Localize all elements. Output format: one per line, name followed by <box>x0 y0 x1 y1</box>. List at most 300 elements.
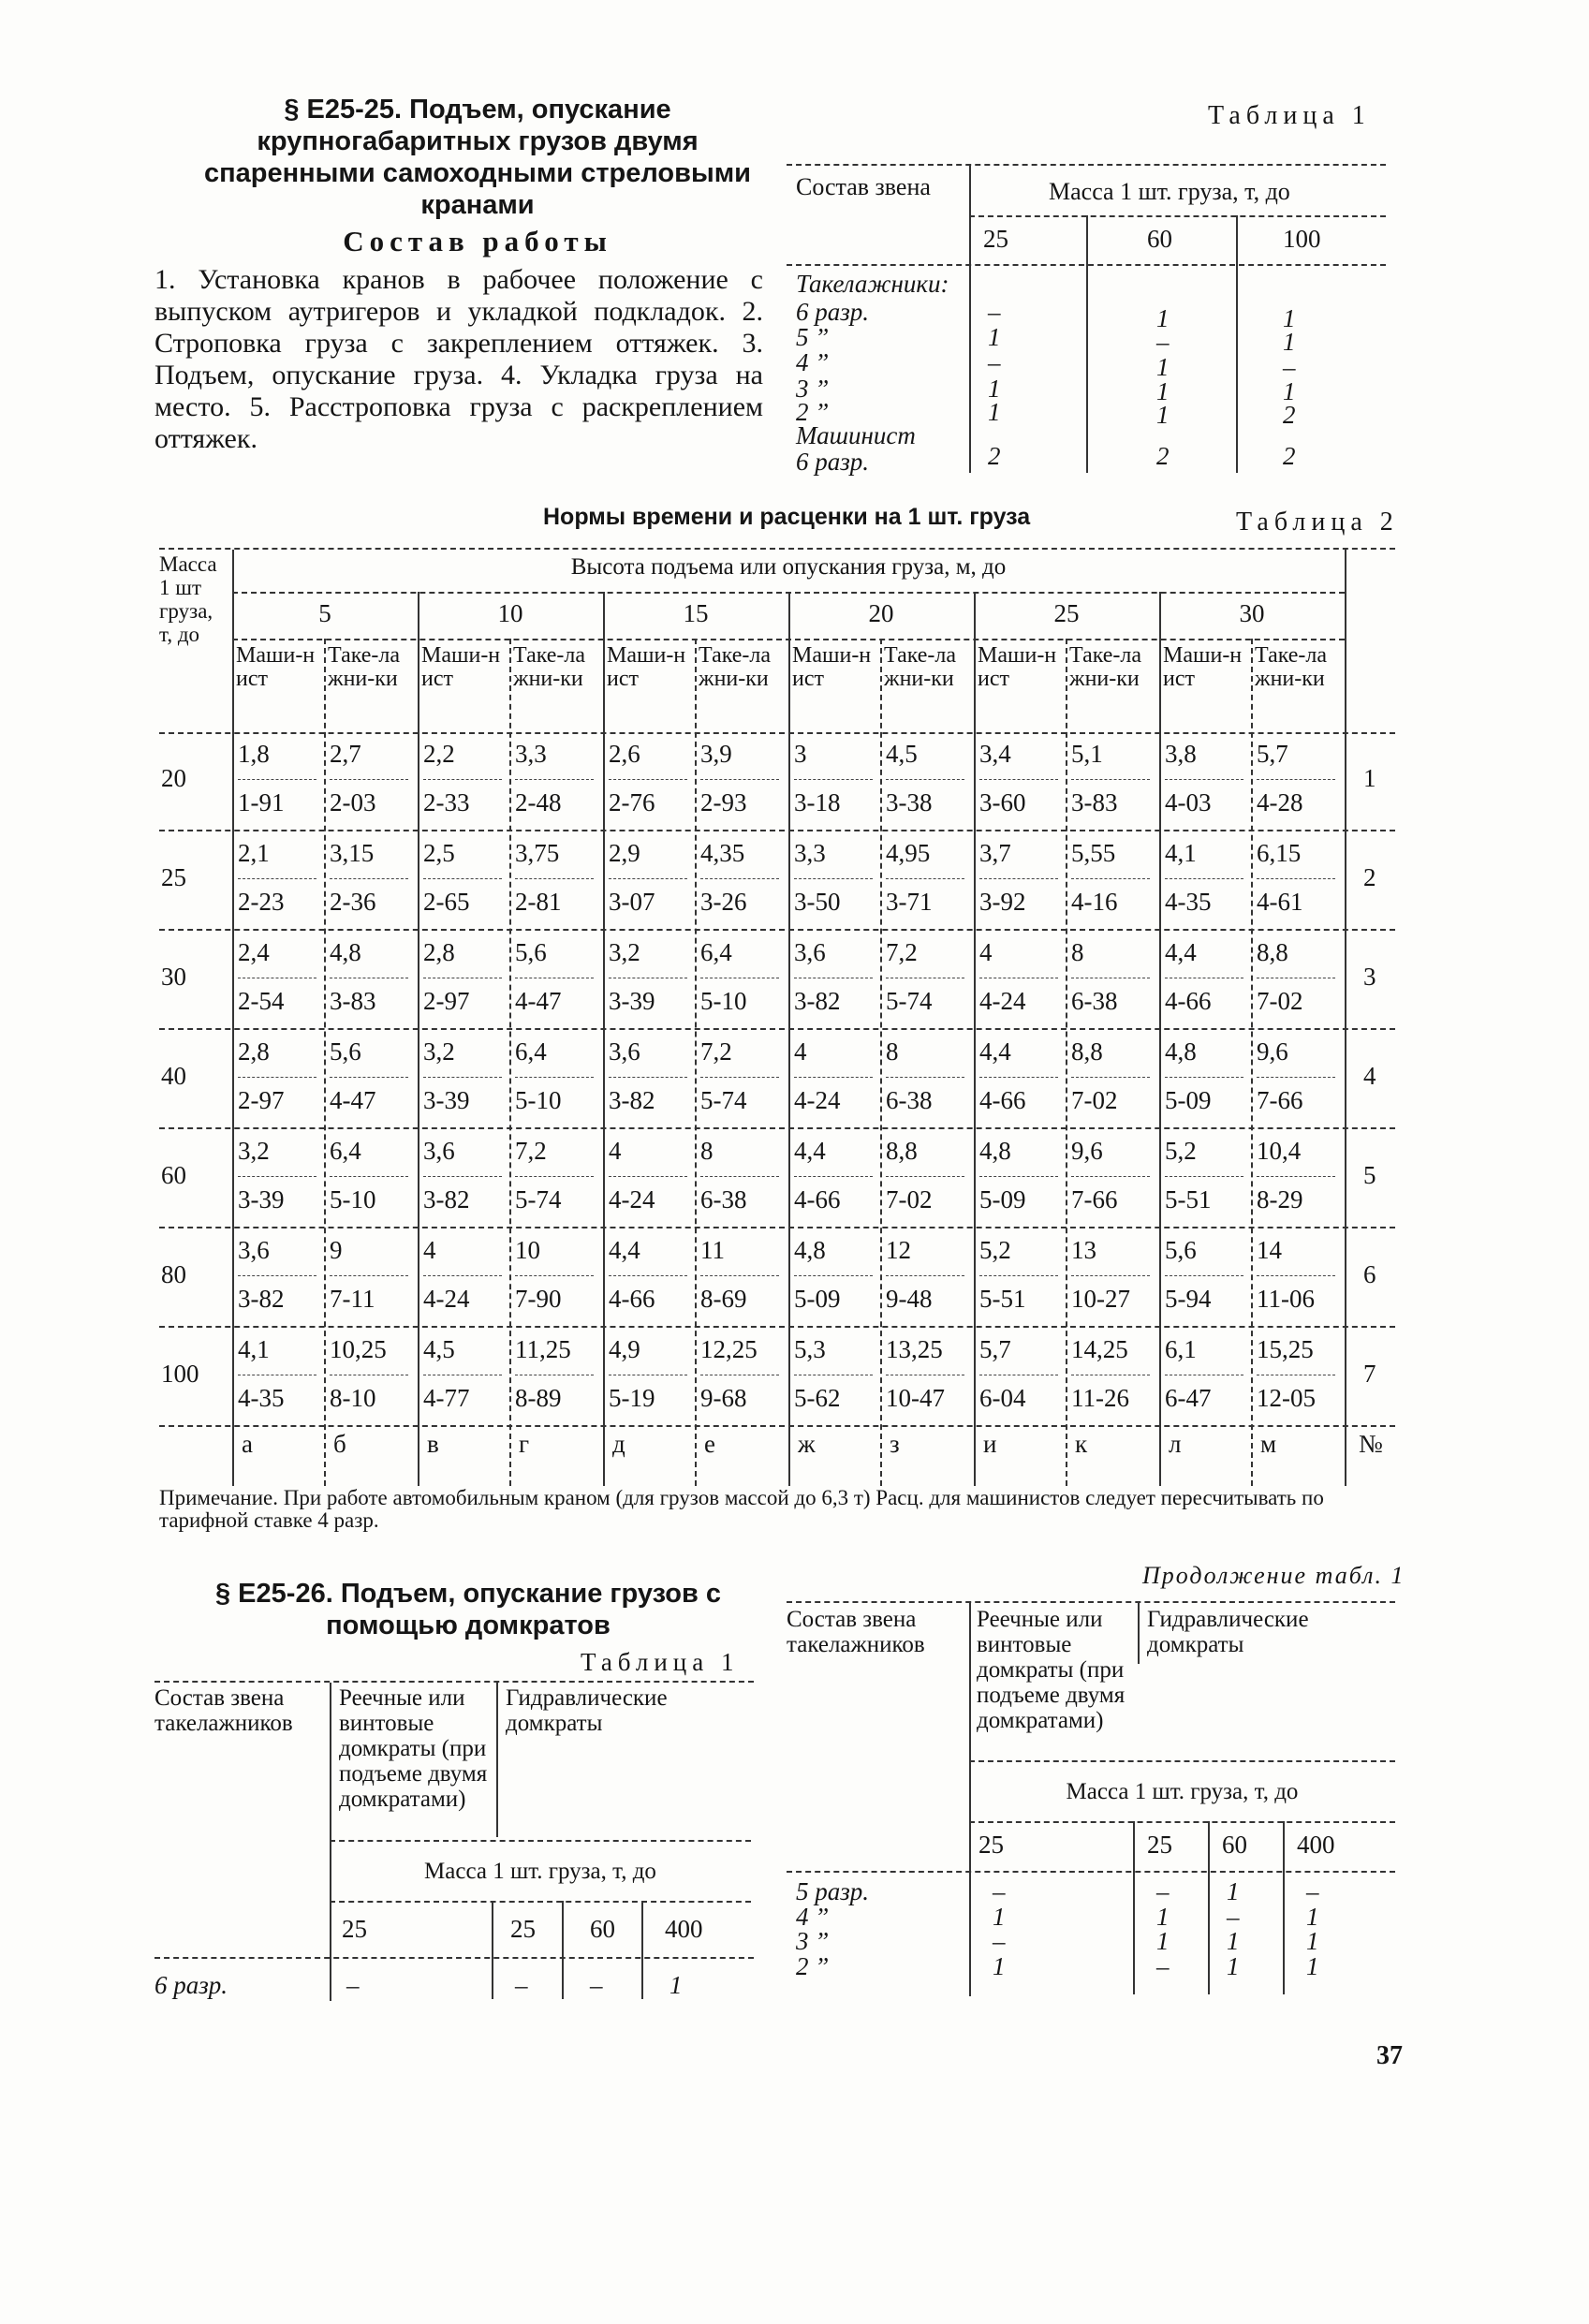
table2-fraction-bar <box>700 1176 779 1177</box>
table2-row-number: 2 <box>1363 863 1376 891</box>
table1-col-mass: Масса 1 шт. груза, т, до <box>1049 178 1290 205</box>
table2-rule <box>159 830 1395 831</box>
table2-rate: 7-11 <box>330 1285 375 1313</box>
table2-time-norm: 4,8 <box>1165 1037 1197 1066</box>
table2-column-letter: л <box>1169 1430 1182 1458</box>
table2-fraction-bar <box>609 1077 687 1078</box>
table2-rate: 4-47 <box>515 987 562 1015</box>
table2-fraction-bar <box>1165 1176 1243 1177</box>
cont-grade: 5 разр. <box>796 1877 870 1905</box>
table2-fraction-bar <box>1071 1275 1150 1276</box>
table2-time-norm: 5,2 <box>1165 1137 1197 1165</box>
table2-rate: 3-92 <box>979 888 1026 916</box>
table2-time-norm: 9,6 <box>1071 1137 1103 1165</box>
table2-time-norm: 5,55 <box>1071 839 1116 867</box>
table2-rule <box>1345 550 1346 1486</box>
table2-row-number: 1 <box>1363 764 1376 792</box>
table2-rule <box>232 639 1345 640</box>
table2-rate: 3-38 <box>886 788 933 816</box>
table2-rate: 4-35 <box>1165 888 1212 916</box>
table2-column-letter: д <box>612 1430 625 1458</box>
table1-grade: 4 ” <box>796 348 830 376</box>
table2-fraction-bar <box>423 1077 502 1078</box>
table1-value: 2 <box>988 442 1001 470</box>
table2-column-letter: в <box>427 1430 439 1458</box>
table2-time-norm: 8 <box>1071 938 1084 966</box>
table2-fraction-bar <box>423 1275 502 1276</box>
table2-rate: 2-36 <box>330 888 376 916</box>
table2-rate: 3-82 <box>609 1086 655 1114</box>
table2-rate: 2-48 <box>515 788 562 816</box>
table2-time-norm: 3,3 <box>794 839 826 867</box>
sec2-grade: 6 разр. <box>154 1971 228 1999</box>
cont-grade: 3 ” <box>796 1927 830 1955</box>
table2-time-norm: 4,5 <box>886 740 918 768</box>
table2-time-norm: 3 <box>794 740 807 768</box>
sec2-table-label: Таблица 1 <box>581 1648 740 1676</box>
sec2-mass: 25 <box>342 1915 367 1943</box>
cont-value: – <box>1306 1877 1319 1905</box>
table2-rate: 5-09 <box>794 1285 841 1313</box>
table2-fraction-bar <box>979 1077 1058 1078</box>
table2-rule <box>1159 592 1161 1486</box>
table2-column-letter: и <box>983 1430 997 1458</box>
table2-fraction-bar <box>238 779 316 780</box>
table2-mass: 20 <box>161 764 186 792</box>
table2-time-norm: 8,8 <box>886 1137 918 1165</box>
cont-value: 1 <box>1156 1903 1170 1931</box>
table2-fraction-bar <box>979 1275 1058 1276</box>
table2-rate: 4-66 <box>609 1285 655 1313</box>
table1-value: 1 <box>988 398 1001 426</box>
table2-time-norm: 4,1 <box>238 1335 270 1363</box>
table2-time-norm: 4,1 <box>1165 839 1197 867</box>
table2-rate: 2-97 <box>238 1086 285 1114</box>
table2-rule <box>159 1127 1395 1129</box>
table2-rate: 6-38 <box>1071 987 1118 1015</box>
table1-value: – <box>988 298 1001 326</box>
table2-column-letter: б <box>333 1430 346 1458</box>
table2-rate: 7-90 <box>515 1285 562 1313</box>
table2-time-norm: 4,4 <box>979 1037 1011 1066</box>
table1-grade: 6 разр. <box>796 298 870 326</box>
table1-value: – <box>1156 328 1170 356</box>
table2-subheader: Маши-нист <box>978 643 1057 691</box>
table2-rule <box>159 548 1395 550</box>
table2-time-norm: 13,25 <box>886 1335 943 1363</box>
table2-rate: 7-02 <box>1257 987 1303 1015</box>
table2-time-norm: 2,7 <box>330 740 361 768</box>
table2-column-letter: а <box>242 1430 253 1458</box>
table2-time-norm: 7,2 <box>886 938 918 966</box>
cont-value: 1 <box>993 1952 1006 1980</box>
table2-rate: 5-10 <box>515 1086 562 1114</box>
table2-rate: 5-09 <box>979 1185 1026 1213</box>
table2-rate: 2-03 <box>330 788 376 816</box>
table1-grade: 2 ” <box>796 398 830 426</box>
table2-rate: 2-76 <box>609 788 655 816</box>
table1-grade: 3 ” <box>796 375 830 403</box>
table1-value: 1 <box>1283 304 1296 332</box>
table2-fraction-bar <box>1071 878 1150 879</box>
table2-rule <box>1251 639 1253 1486</box>
table2-column-letter: е <box>704 1430 715 1458</box>
table2-fraction-bar <box>886 779 964 780</box>
table1-value: 1 <box>1283 328 1296 356</box>
table2-fraction-bar <box>330 1077 408 1078</box>
table2-rate: 4-35 <box>238 1384 285 1412</box>
section2-title: § Е25-26. Подъем, опускание грузов с помощью домкратов <box>215 1579 721 1640</box>
table2-rate: 5-10 <box>700 987 747 1015</box>
table2-rate: 5-09 <box>1165 1086 1212 1114</box>
table2-rate: 8-69 <box>700 1285 747 1313</box>
table2-rate: 3-82 <box>238 1285 285 1313</box>
table1-value: 1 <box>1283 377 1296 405</box>
table2-time-norm: 2,8 <box>423 938 455 966</box>
table2-fraction-bar <box>515 779 594 780</box>
table2-subheader: Таке-лажни-ки <box>513 643 586 691</box>
table2-time-norm: 7,2 <box>515 1137 547 1165</box>
table2-mass: 100 <box>161 1360 199 1388</box>
table2-rate: 8-89 <box>515 1384 562 1412</box>
table1-value: 1 <box>1156 401 1170 429</box>
table2-height: 25 <box>1053 599 1080 627</box>
table2-rate: 8-29 <box>1257 1185 1303 1213</box>
table2-rate: 10-27 <box>1071 1285 1130 1313</box>
table2-rule <box>159 1326 1395 1328</box>
table2-rate: 7-02 <box>886 1185 933 1213</box>
table2-mass: 30 <box>161 963 186 991</box>
table2-rate: 3-26 <box>700 888 747 916</box>
cont-mass: 25 <box>1147 1831 1172 1859</box>
table2-rate: 12-05 <box>1257 1384 1316 1412</box>
table2-column-letter: м <box>1260 1430 1277 1458</box>
table2-fraction-bar <box>1071 779 1150 780</box>
table2-time-norm: 13 <box>1071 1236 1096 1264</box>
cont-value: 1 <box>1306 1927 1319 1955</box>
table2-rate: 3-83 <box>330 987 376 1015</box>
table2-fraction-bar <box>423 779 502 780</box>
table2-subheader: Маши-нист <box>236 643 316 691</box>
table2-time-norm: 14 <box>1257 1236 1282 1264</box>
table2-fraction-bar <box>1257 1275 1335 1276</box>
table2-time-norm: 4,9 <box>609 1335 640 1363</box>
table2-time-norm: 5,7 <box>979 1335 1011 1363</box>
table1-value: 1 <box>1156 377 1170 405</box>
table2-time-norm: 2,8 <box>238 1037 270 1066</box>
table2-fraction-bar <box>794 1077 873 1078</box>
table2-time-norm: 4,4 <box>794 1137 826 1165</box>
table2-rule <box>509 639 511 1486</box>
table2-fraction-bar <box>515 1176 594 1177</box>
table2-fraction-bar <box>886 878 964 879</box>
table2-time-norm: 5,2 <box>979 1236 1011 1264</box>
table2-rate: 3-83 <box>1071 788 1118 816</box>
table2-fraction-bar <box>609 1176 687 1177</box>
table2-time-norm: 14,25 <box>1071 1335 1128 1363</box>
cont-mass: 25 <box>978 1831 1004 1859</box>
table2-fraction-bar <box>700 779 779 780</box>
table2-rate: 11-06 <box>1257 1285 1315 1313</box>
table1-mass: 100 <box>1283 225 1321 253</box>
table2-time-norm: 4,8 <box>979 1137 1011 1165</box>
table1-value: – <box>1283 353 1296 381</box>
cont-label: Продолжение табл. 1 <box>1142 1562 1405 1589</box>
table2-rate: 3-71 <box>886 888 933 916</box>
table2-rate: 10-47 <box>886 1384 945 1412</box>
table2-fraction-bar <box>609 1275 687 1276</box>
table2-rate: 5-10 <box>330 1185 376 1213</box>
table2-rate: 4-61 <box>1257 888 1303 916</box>
table2-rate: 8-10 <box>330 1384 376 1412</box>
table1-value: 1 <box>988 375 1001 403</box>
table2-time-norm: 4,35 <box>700 839 745 867</box>
table2-fraction-bar <box>1257 878 1335 879</box>
table2-time-norm: 1,8 <box>238 740 270 768</box>
cont-col-rack: Реечные или винтовые домкраты (при подъеме двумя домкратами) <box>977 1607 1126 1733</box>
table2-fraction-bar <box>886 1077 964 1078</box>
table2-rule <box>232 550 234 1486</box>
sec2-value: – <box>346 1971 360 1999</box>
table2-time-norm: 2,1 <box>238 839 270 867</box>
table2-rate: 5-62 <box>794 1384 841 1412</box>
table1-mass: 60 <box>1147 225 1172 253</box>
table2-row-number: 3 <box>1363 963 1376 991</box>
table2-fraction-bar <box>238 1077 316 1078</box>
table2-fraction-bar <box>515 1275 594 1276</box>
table2-fraction-bar <box>330 779 408 780</box>
table2-subheader: Таке-лажни-ки <box>1069 643 1142 691</box>
table2-fraction-bar <box>515 878 594 879</box>
table1-value: 1 <box>1156 353 1170 381</box>
table2-time-norm: 4 <box>979 938 993 966</box>
table2-rate: 4-66 <box>1165 987 1212 1015</box>
table2-fraction-bar <box>238 1275 316 1276</box>
table2-rate: 5-74 <box>886 987 933 1015</box>
table1-value: 2 <box>1156 442 1170 470</box>
table2-fraction-bar <box>794 779 873 780</box>
table2-fraction-bar <box>700 1077 779 1078</box>
table2-time-norm: 6,15 <box>1257 839 1302 867</box>
table2-rate: 7-02 <box>1071 1086 1118 1114</box>
table2-time-norm: 2,6 <box>609 740 640 768</box>
table2-rate: 4-24 <box>609 1185 655 1213</box>
table2-fraction-bar <box>1257 779 1335 780</box>
table2-time-norm: 3,6 <box>423 1137 455 1165</box>
table2-time-norm: 8 <box>700 1137 714 1165</box>
table2-fraction-bar <box>1071 1077 1150 1078</box>
table2-time-norm: 8 <box>886 1037 899 1066</box>
table2-note: Примечание. При работе автомобильным краном (для грузов массой до 6,3 т) Расц. для машинистов следует пересчитывать по тарифной ставке 4 разр. <box>159 1486 1324 1532</box>
table2-column-letter: ж <box>798 1430 816 1458</box>
table2-rate: 6-38 <box>886 1086 933 1114</box>
cont-value: – <box>1156 1877 1170 1905</box>
cont-mass: 60 <box>1222 1831 1247 1859</box>
table2-rate: 5-74 <box>515 1185 562 1213</box>
table2-rule <box>159 1028 1395 1030</box>
table2-rate: 4-66 <box>979 1086 1026 1114</box>
table1-grade: 5 ” <box>796 323 830 351</box>
table2-fraction-bar <box>979 1176 1058 1177</box>
table2-rate: 4-24 <box>423 1285 470 1313</box>
table2-rate: 2-65 <box>423 888 470 916</box>
cont-grade: 4 ” <box>796 1903 830 1931</box>
cont-value: 1 <box>1156 1927 1170 1955</box>
table2-fraction-bar <box>794 1176 873 1177</box>
sec2-col-mass: Масса 1 шт. груза, т, до <box>424 1859 656 1884</box>
cont-col-mass: Масса 1 шт. груза, т, до <box>1066 1779 1299 1804</box>
table2-time-norm: 4 <box>609 1137 622 1165</box>
table2-rate: 4-47 <box>330 1086 376 1114</box>
table2-rate: 9-68 <box>700 1384 747 1412</box>
table2-mass: 80 <box>161 1260 186 1288</box>
table2-time-norm: 6,4 <box>700 938 732 966</box>
table2-time-norm: 3,2 <box>609 938 640 966</box>
table2-rate: 2-81 <box>515 888 562 916</box>
table2-time-norm: 4 <box>423 1236 436 1264</box>
table2-column-letter: з <box>890 1430 900 1458</box>
table2-fraction-bar <box>515 1077 594 1078</box>
table1-mass: 25 <box>983 225 1008 253</box>
table1-grade: 6 разр. <box>796 448 870 476</box>
cont-value: – <box>1156 1952 1170 1980</box>
table2-row-number: 6 <box>1363 1260 1376 1288</box>
table2-rule <box>418 592 419 1486</box>
table2-rule <box>788 592 790 1486</box>
cont-value: – <box>1227 1903 1240 1931</box>
table2-time-norm: 5,6 <box>515 938 547 966</box>
cont-value: – <box>993 1927 1006 1955</box>
table2-time-norm: 10,4 <box>1257 1137 1302 1165</box>
cont-col-crew: Состав звена такелажников <box>787 1607 925 1657</box>
table1-group-operator: Машинист <box>796 421 916 449</box>
table2-fraction-bar <box>1257 1176 1335 1177</box>
sec2-mass: 60 <box>590 1915 615 1943</box>
table2-time-norm: 9,6 <box>1257 1037 1288 1066</box>
table2-mass: 60 <box>161 1161 186 1189</box>
table2-rate: 4-24 <box>794 1086 841 1114</box>
table2-height: 5 <box>318 599 331 627</box>
sec2-value: – <box>515 1971 528 1999</box>
sec2-value: 1 <box>669 1971 683 1999</box>
table2-subheader: Таке-лажни-ки <box>699 643 772 691</box>
table2-time-norm: 3,2 <box>238 1137 270 1165</box>
table2-rule <box>974 592 976 1486</box>
table2-time-norm: 5,6 <box>330 1037 361 1066</box>
table2-time-norm: 2,5 <box>423 839 455 867</box>
sec2-mass: 400 <box>665 1915 703 1943</box>
table2-time-norm: 11,25 <box>515 1335 571 1363</box>
cont-value: 1 <box>993 1903 1006 1931</box>
table2-time-norm: 3,75 <box>515 839 560 867</box>
table2-time-norm: 8,8 <box>1257 938 1288 966</box>
table2-time-norm: 4,5 <box>423 1335 455 1363</box>
sec2-value: – <box>590 1971 603 1999</box>
table2-row-number: 4 <box>1363 1062 1376 1090</box>
table2-time-norm: 9 <box>330 1236 343 1264</box>
page-number: 37 <box>1376 2041 1403 2070</box>
table2-time-norm: 3,9 <box>700 740 732 768</box>
table2-rate: 11-26 <box>1071 1384 1129 1412</box>
table2-height-header: Высота подъема или опускания груза, м, до <box>570 554 1007 580</box>
table2-rate: 1-91 <box>238 788 285 816</box>
table2-time-norm: 6,4 <box>515 1037 547 1066</box>
table2-subheader: Таке-лажни-ки <box>884 643 957 691</box>
table2-height: 20 <box>868 599 894 627</box>
cont-grade: 2 ” <box>796 1952 830 1980</box>
table2-time-norm: 5,1 <box>1071 740 1103 768</box>
table2-rate: 2-93 <box>700 788 747 816</box>
table2-fraction-bar <box>700 1275 779 1276</box>
table2-rate: 5-51 <box>1165 1185 1212 1213</box>
table2-rate: 3-60 <box>979 788 1026 816</box>
table1-group-riggers: Такелажники: <box>796 270 949 298</box>
table2-fraction-bar <box>423 1176 502 1177</box>
cont-value: 1 <box>1306 1903 1319 1931</box>
table2-column-letter: к <box>1075 1430 1088 1458</box>
work-heading: Состав работы <box>343 225 612 257</box>
table2-rate: 3-82 <box>794 987 841 1015</box>
table2-rate: 6-47 <box>1165 1384 1212 1412</box>
table2-rate: 3-50 <box>794 888 841 916</box>
cont-value: – <box>993 1877 1006 1905</box>
table2-rate: 2-54 <box>238 987 285 1015</box>
table2-time-norm: 3,2 <box>423 1037 455 1066</box>
table2-subheader: Маши-нист <box>421 643 501 691</box>
table2-time-norm: 4,4 <box>609 1236 640 1264</box>
table2-time-norm: 6,1 <box>1165 1335 1197 1363</box>
table2-time-norm: 4,8 <box>330 938 361 966</box>
sec2-col-rack: Реечные или винтовые домкраты (при подъеме двумя домкратами) <box>339 1685 488 1812</box>
table2-height: 15 <box>683 599 709 627</box>
table2-time-norm: 6,4 <box>330 1137 361 1165</box>
sec2-col-hydr: Гидравлические домкраты <box>506 1685 668 1736</box>
table2-rule <box>1066 639 1067 1486</box>
table2-time-norm: 10 <box>515 1236 540 1264</box>
table2-rate: 4-28 <box>1257 788 1303 816</box>
table2-fraction-bar <box>238 878 316 879</box>
table2-time-norm: 3,8 <box>1165 740 1197 768</box>
table2-time-norm: 8,8 <box>1071 1037 1103 1066</box>
table2-rule <box>603 592 605 1486</box>
table2-rate: 3-39 <box>609 987 655 1015</box>
table2-rate: 9-48 <box>886 1285 933 1313</box>
table2-subheader: Маши-нист <box>792 643 872 691</box>
table2-subheader: Маши-нист <box>607 643 686 691</box>
table2-fraction-bar <box>423 878 502 879</box>
table2-time-norm: 2,2 <box>423 740 455 768</box>
table2-rate: 3-18 <box>794 788 841 816</box>
table2-rate: 7-66 <box>1071 1185 1118 1213</box>
table2-subheader: Таке-лажни-ки <box>328 643 401 691</box>
table2-rate: 4-24 <box>979 987 1026 1015</box>
cont-value: 1 <box>1227 1927 1240 1955</box>
cont-col-hydr: Гидравлические домкраты <box>1147 1607 1309 1657</box>
table2-time-norm: 3,3 <box>515 740 547 768</box>
table2-subheader: Таке-лажни-ки <box>1255 643 1328 691</box>
table2-rate: 6-38 <box>700 1185 747 1213</box>
table2-time-norm: 11 <box>700 1236 725 1264</box>
table2-subheader: Маши-нист <box>1163 643 1243 691</box>
table2-fraction-bar <box>794 878 873 879</box>
table2-time-norm: 5,6 <box>1165 1236 1197 1264</box>
table2-fraction-bar <box>1165 779 1243 780</box>
table2-fraction-bar <box>886 1275 964 1276</box>
table2-rate: 2-97 <box>423 987 470 1015</box>
table1-value: – <box>988 348 1001 376</box>
table2-rule <box>159 732 1395 734</box>
table2-fraction-bar <box>609 878 687 879</box>
